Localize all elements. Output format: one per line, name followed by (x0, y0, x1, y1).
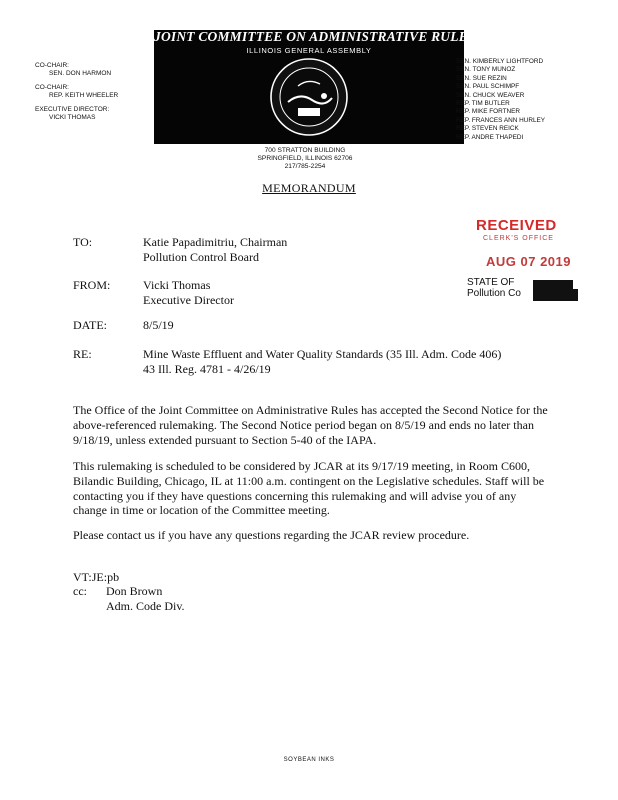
phone-number: 217/785-2254 (284, 163, 326, 170)
body-paragraph: This rulemaking is scheduled to be considered by JCAR at its 9/17/19 meeting, in Room C600, Bilandic Building, Chicago, IL at 11:00 a.m. contingent on the Legislative schedules. Staff will be contacting you if they have questions concerning this rulemaking and will advise you of any change in time or location of the Committee meeting. (73, 459, 545, 518)
subject-citation: 43 Ill. Reg. 4781 - 4/26/19 (143, 361, 271, 376)
co-chair-name: REP. KEITH WHEELER (49, 91, 119, 99)
footer-note: SOYBEAN INKS (283, 757, 335, 763)
memo-title: MEMORANDUM (262, 181, 356, 195)
re-label: RE: (73, 347, 92, 361)
body-paragraph: The Office of the Joint Committee on Administrative Rules has accepted the Second Notice for the above-referenced rulemaking. The Second Notice period began on 8/5/19 and ends no later than 9/18/19, unless extended pursuant to Section 5-40 of the IAPA. (73, 403, 548, 447)
subject-line: Mine Waste Effluent and Water Quality Standards (35 Ill. Adm. Code 406) (143, 347, 502, 361)
officers-list (35, 62, 118, 129)
executive-director-name: VICKI THOMAS (49, 113, 96, 121)
stamp-agency (467, 277, 521, 299)
member-name: SEN. KIMBERLY LIGHTFORD (456, 58, 544, 65)
member-name: REP. FRANCES ANN HURLEY (456, 116, 546, 124)
member-name: REP. ANDRE THAPEDI (456, 133, 524, 141)
member-name: SEN. CHUCK WEAVER (456, 91, 525, 99)
co-chair-name: SEN. DON HARMON (49, 69, 112, 77)
redaction-mark (533, 280, 573, 289)
recipient-org: Pollution Control Board (143, 249, 260, 264)
stamp-date: AUG 07 2019 (486, 254, 571, 269)
member-name: REP. TIM BUTLER (456, 100, 510, 108)
members-list (456, 58, 584, 142)
cc-label: cc: (73, 584, 87, 598)
address-line: SPRINGFIELD, ILLINOIS 62706 (257, 155, 353, 162)
committee-name: JOINT COMMITTEE ON ADMINISTRATIVE RULES (154, 29, 476, 44)
date-label: DATE: (73, 318, 107, 332)
stamp-office: CLERK'S OFFICE (483, 235, 554, 242)
date-value: 8/5/19 (143, 318, 174, 332)
co-chair-label: CO-CHAIR: (35, 62, 69, 69)
stamp-agency-line: STATE OF (467, 277, 515, 288)
cc-recipient: Don Brown (106, 584, 163, 598)
re-field (143, 347, 501, 376)
member-name: REP. STEVEN REICK (456, 125, 519, 133)
address-line: 700 STRATTON BUILDING (264, 147, 346, 154)
member-name: SEN. PAUL SCHIMPF (456, 83, 520, 91)
from-label: FROM: (73, 278, 111, 292)
from-field (143, 278, 234, 307)
cc-recipient: Adm. Code Div. (106, 598, 185, 613)
stamp-agency-line: Pollution Co (467, 288, 521, 299)
state-seal-icon (268, 56, 350, 138)
body-paragraph: Please contact us if you have any questions regarding the JCAR review procedure. (73, 528, 470, 542)
sender-name: Vicki Thomas (143, 278, 211, 292)
cc-list (106, 584, 185, 613)
member-name: REP. MIKE FORTNER (456, 108, 521, 116)
to-field (143, 235, 287, 264)
sender-title: Executive Director (143, 292, 234, 307)
co-chair-label: CO-CHAIR: (35, 84, 69, 92)
executive-director-label: EXECUTIVE DIRECTOR: (35, 106, 110, 114)
member-name: SEN. TONY MUNOZ (456, 66, 516, 74)
to-label: TO: (73, 235, 93, 249)
typist-initials: VT:JE:pb (73, 570, 120, 584)
committee-address (240, 147, 370, 171)
recipient-name: Katie Papadimitriu, Chairman (143, 235, 288, 249)
member-name: SEN. SUE REZIN (456, 74, 507, 82)
redaction-mark (533, 289, 578, 301)
received-stamp: RECEIVED (476, 217, 557, 234)
assembly-name: ILLINOIS GENERAL ASSEMBLY (246, 46, 372, 55)
